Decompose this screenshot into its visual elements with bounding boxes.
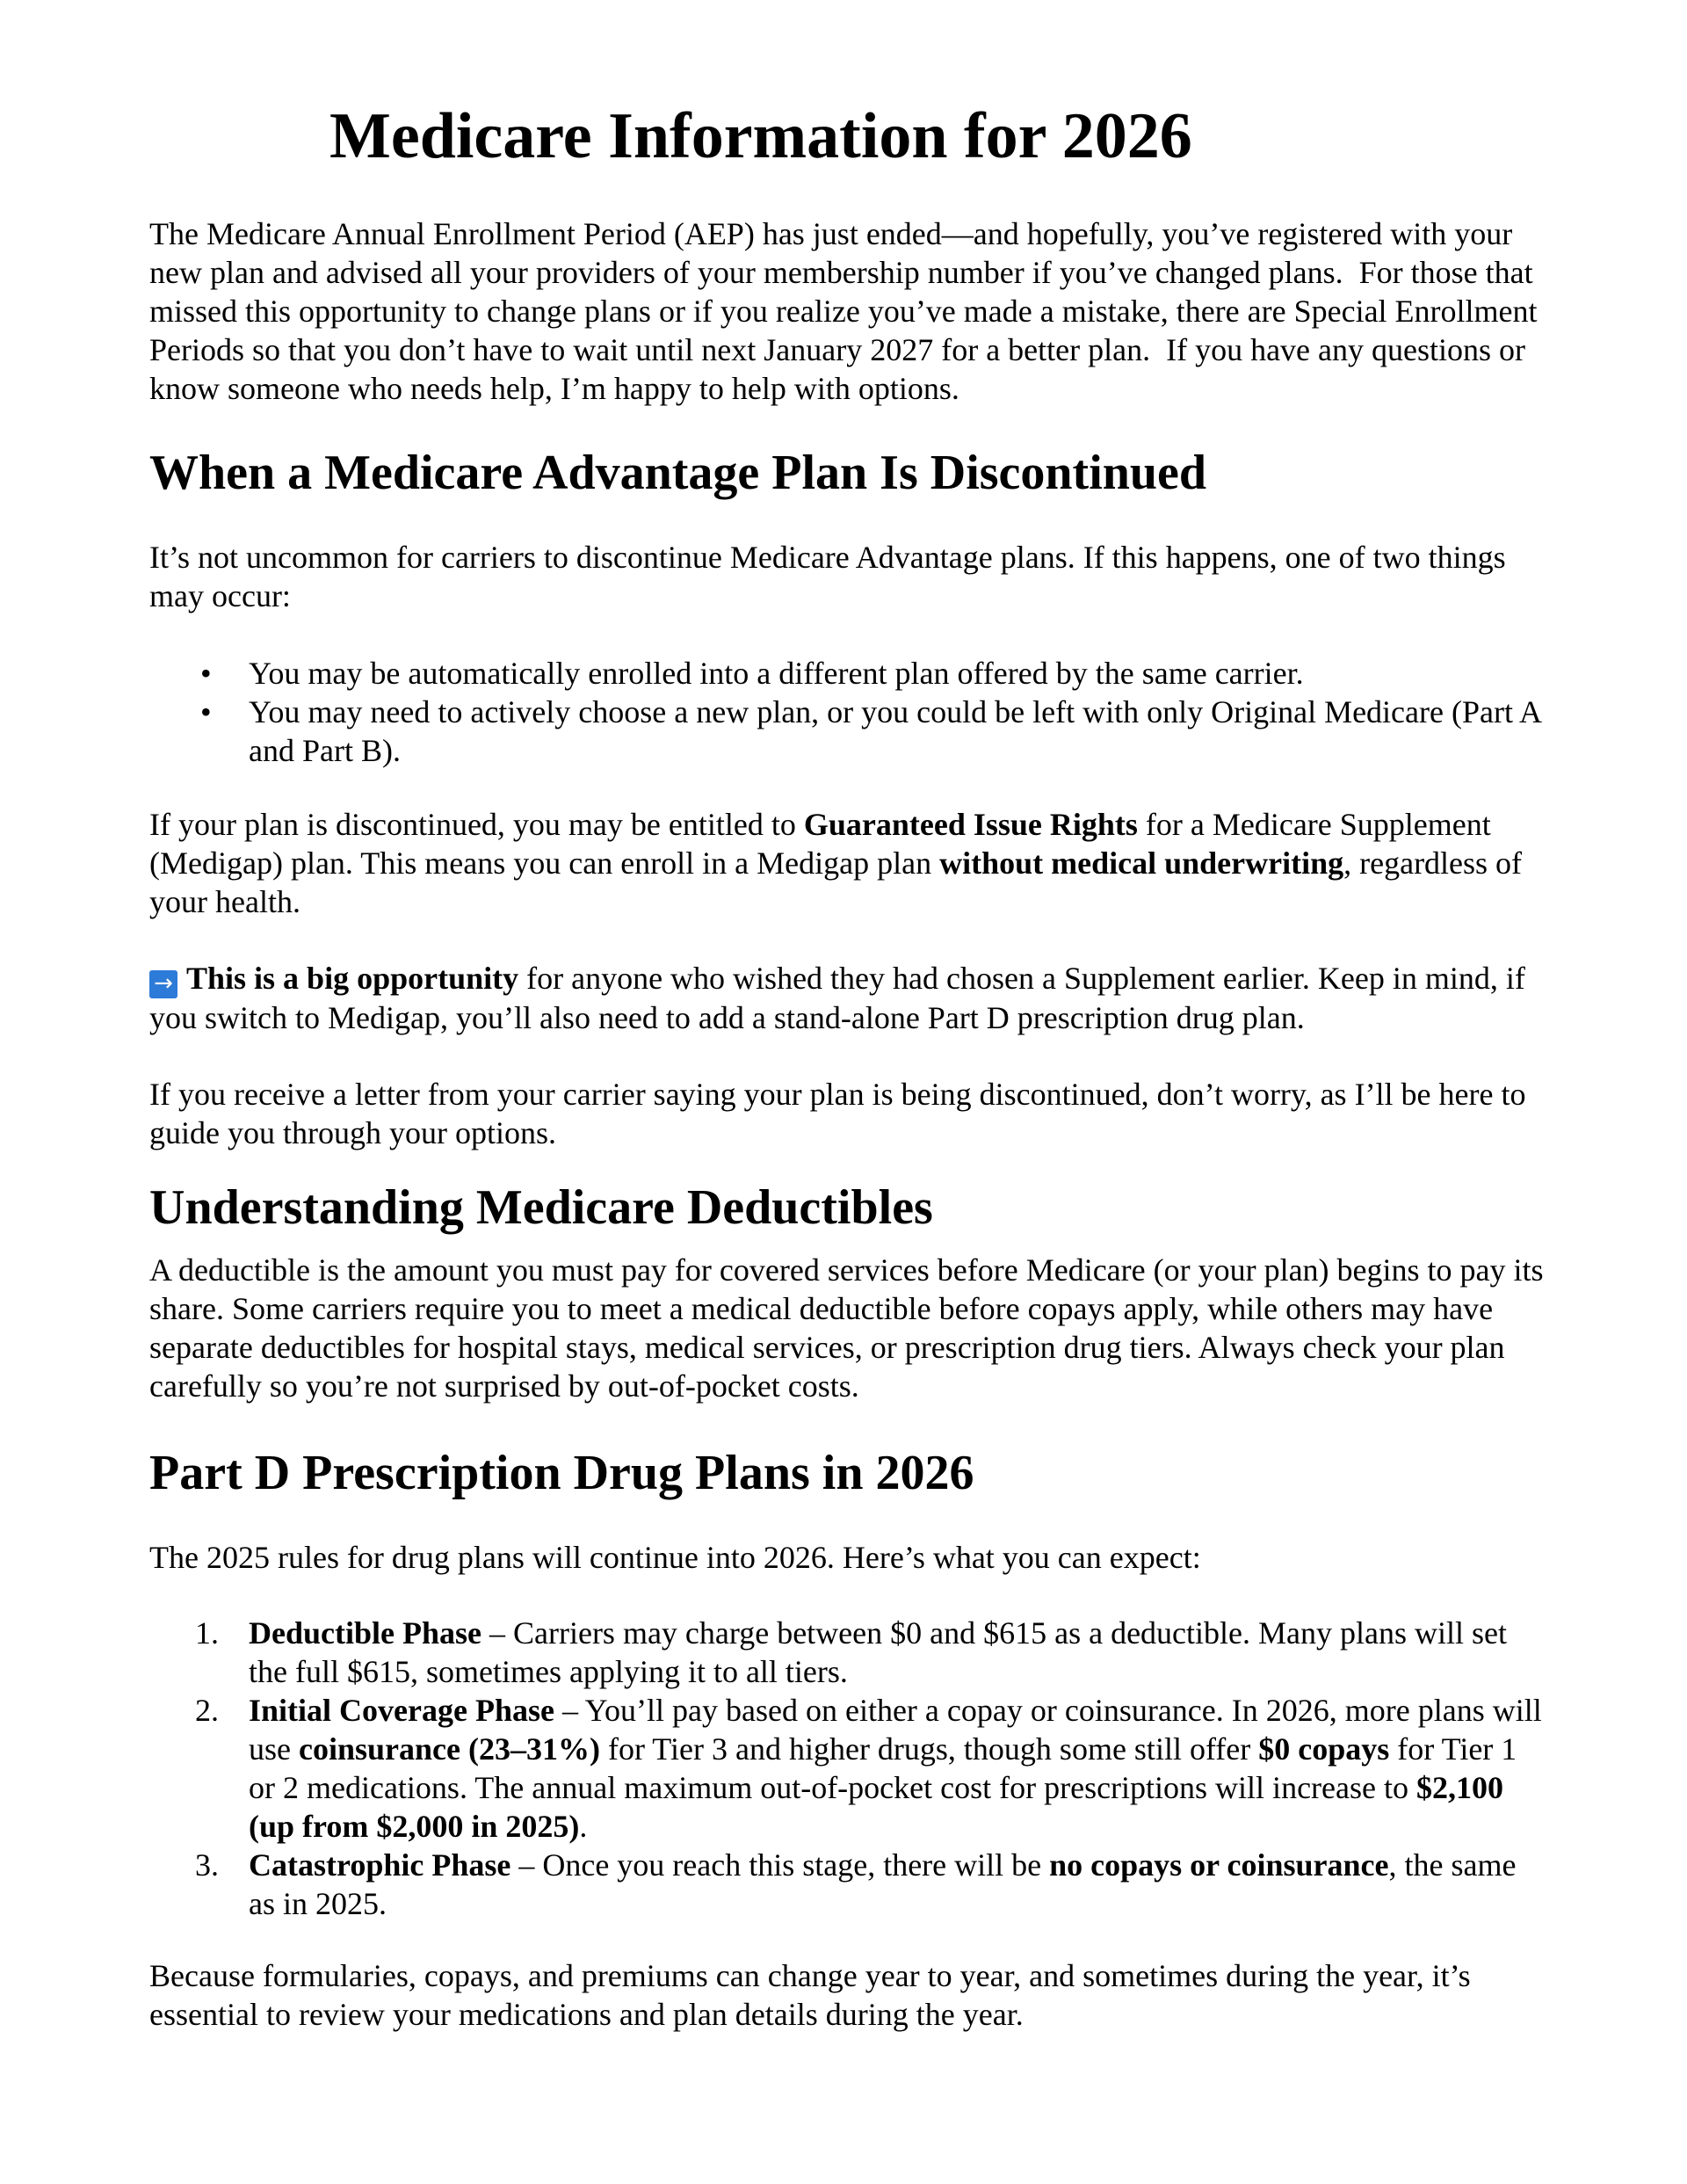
- list-item: 1. Deductible Phase – Carriers may charge between $0 and $615 as a deductible. Many plans will set the full $615, sometimes applying it to all tiers.: [195, 1615, 1507, 1689]
- formulary-review-paragraph: Because formularies, copays, and premiums can change year to year, and sometimes during the year, it’s essential to review your medications and plan details during the year.: [149, 1958, 1471, 2032]
- list-item: [149, 693, 1546, 770]
- list-number: 3.: [195, 1847, 219, 1883]
- discontinued-bullet-list: [149, 654, 1546, 770]
- list-item: [149, 654, 1546, 693]
- part-d-phase-list: [149, 1614, 1546, 1923]
- page-title: Medicare Information for 2026: [329, 100, 1192, 172]
- opportunity-emphasis: This is a big opportunity: [186, 961, 519, 996]
- bullet-marker: •: [200, 656, 212, 691]
- phase-name: Initial Coverage Phase: [249, 1693, 554, 1728]
- list-item: 2. Initial Coverage Phase – You’ll pay based on either a copay or coinsurance. In 2026, more plans will use coinsurance (23–31%) for Tier 3 and higher drugs, though some still offer $0 copays for Tier 1 or 2 medications. The annual maximum out-of-pocket cost for prescriptions will increase to $2,100 (up from $2,000 in 2025).: [195, 1693, 1542, 1844]
- without-underwriting-emphasis: without medical underwriting: [939, 845, 1344, 881]
- phase-name: Catastrophic Phase: [249, 1847, 511, 1883]
- opportunity-paragraph: → This is a big opportunity for anyone who wished they had chosen a Supplement earlier. Keep in mind, if you switch to Medigap, you’ll also need to add a stand-alone Part D prescription drug plan.: [149, 961, 1525, 1035]
- section-heading-part-d: Part D Prescription Drug Plans in 2026: [149, 1446, 974, 1500]
- list-number: 2.: [195, 1693, 219, 1728]
- phase-name: Deductible Phase: [249, 1615, 481, 1651]
- section-heading-discontinued: When a Medicare Advantage Plan Is Discontinued: [149, 446, 1207, 500]
- carrier-letter-paragraph: If you receive a letter from your carrier saying your plan is being discontinued, don’t worry, as I’ll be here to guide you through your options.: [149, 1077, 1526, 1150]
- list-item-text: You may be automatically enrolled into a different plan offered by the same carrier.: [249, 656, 1304, 691]
- list-item-text: You may need to actively choose a new plan, or you could be left with only Original Medicare (Part A and Part B).: [249, 694, 1540, 768]
- intro-paragraph: The Medicare Annual Enrollment Period (AEP) has just ended—and hopefully, you’ve registered with your new plan and advised all your providers of your membership number if you’ve changed plans. For those that missed this opportunity to change plans or if you realize you’ve made a mistake, there are Special Enrollment Periods so that you don’t have to wait until next January 2027 for a better plan. If you have any questions or know someone who needs help, I’m happy to help with options.: [149, 216, 1538, 406]
- list-item: 3. Catastrophic Phase – Once you reach this stage, there will be no copays or coinsurance, the same as in 2025.: [195, 1847, 1517, 1921]
- guaranteed-issue-paragraph: If your plan is discontinued, you may be entitled to Guaranteed Issue Rights for a Medicare Supplement (Medigap) plan. This means you can enroll in a Medigap plan without medical underwriting, regardless of your health.: [149, 807, 1523, 919]
- deductibles-paragraph: A deductible is the amount you must pay for covered services before Medicare (or your plan) begins to pay its share. Some carriers require you to meet a medical deductible before copays apply, while others may have separate deductibles for hospital stays, medical services, or prescription drug tiers. Always check your plan carefully so you’re not surprised by out-of-pocket costs.: [149, 1252, 1544, 1404]
- bullet-marker: •: [200, 694, 212, 729]
- discontinued-intro-paragraph: It’s not uncommon for carriers to discontinue Medicare Advantage plans. If this happens, one of two things may occur:: [149, 540, 1506, 613]
- section-heading-deductibles: Understanding Medicare Deductibles: [149, 1180, 933, 1235]
- guaranteed-issue-rights-emphasis: Guaranteed Issue Rights: [803, 807, 1138, 842]
- part-d-intro-paragraph: The 2025 rules for drug plans will continue into 2026. Here’s what you can expect:: [149, 1540, 1201, 1575]
- list-number: 1.: [195, 1615, 219, 1651]
- right-arrow-icon: →: [149, 970, 177, 998]
